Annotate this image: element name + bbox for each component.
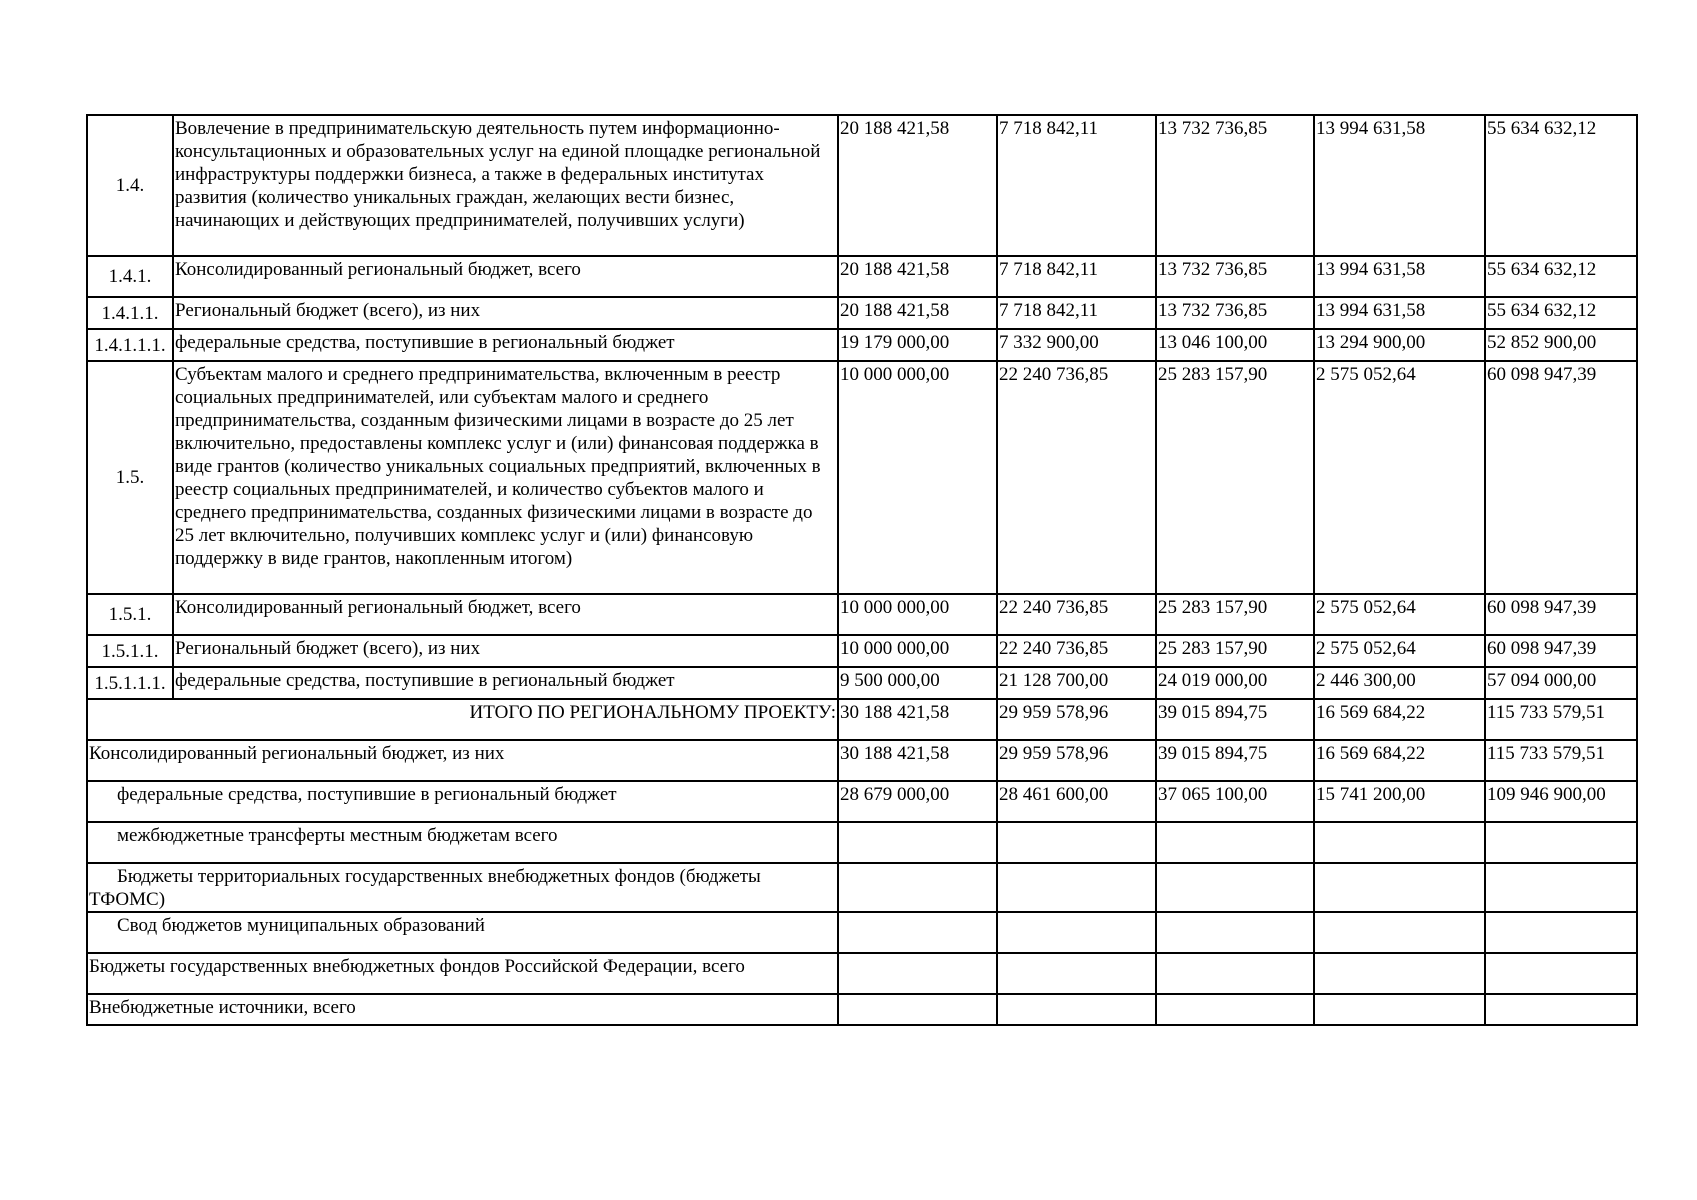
value-cell (1485, 953, 1637, 994)
value-cell: 22 240 736,85 (997, 635, 1156, 667)
value-cell: 52 852 900,00 (1485, 329, 1637, 361)
value-cell: 19 179 000,00 (838, 329, 997, 361)
value-cell: 28 679 000,00 (838, 781, 997, 822)
value-cell (1314, 863, 1485, 912)
value-cell (1156, 863, 1314, 912)
total-row (87, 699, 1637, 740)
summary-row (87, 740, 1637, 781)
value-cell: 13 046 100,00 (1156, 329, 1314, 361)
table-row (87, 594, 1637, 635)
summary-label: Бюджеты территориальных государственных внебюджетных фондов (бюджеты ТФОМС) (87, 863, 838, 912)
row-number: 1.5.1.1. (87, 635, 173, 667)
value-cell: 13 994 631,58 (1314, 297, 1485, 329)
row-description: Региональный бюджет (всего), из них (173, 297, 838, 329)
value-cell: 39 015 894,75 (1156, 740, 1314, 781)
value-cell (1485, 863, 1637, 912)
value-cell: 115 733 579,51 (1485, 740, 1637, 781)
row-number: 1.5. (87, 361, 173, 594)
summary-row (87, 953, 1637, 994)
table-row (87, 256, 1637, 297)
value-cell: 60 098 947,39 (1485, 635, 1637, 667)
value-cell (1156, 822, 1314, 863)
value-cell (1314, 994, 1485, 1025)
value-cell: 22 240 736,85 (997, 361, 1156, 594)
value-cell: 20 188 421,58 (838, 256, 997, 297)
summary-label: Внебюджетные источники, всего (87, 994, 838, 1025)
total-value-cell: 115 733 579,51 (1485, 699, 1637, 740)
value-cell: 13 732 736,85 (1156, 256, 1314, 297)
summary-row (87, 912, 1637, 953)
row-number: 1.5.1. (87, 594, 173, 635)
value-cell: 13 732 736,85 (1156, 297, 1314, 329)
value-cell: 60 098 947,39 (1485, 594, 1637, 635)
summary-label: межбюджетные трансферты местным бюджетам всего (87, 822, 838, 863)
value-cell: 109 946 900,00 (1485, 781, 1637, 822)
value-cell: 25 283 157,90 (1156, 635, 1314, 667)
row-number: 1.4.1. (87, 256, 173, 297)
summary-label: Консолидированный региональный бюджет, из них (87, 740, 838, 781)
value-cell (1314, 822, 1485, 863)
value-cell: 2 575 052,64 (1314, 594, 1485, 635)
value-cell (997, 822, 1156, 863)
value-cell: 13 294 900,00 (1314, 329, 1485, 361)
value-cell: 37 065 100,00 (1156, 781, 1314, 822)
value-cell: 25 283 157,90 (1156, 361, 1314, 594)
value-cell: 7 718 842,11 (997, 115, 1156, 256)
value-cell: 22 240 736,85 (997, 594, 1156, 635)
value-cell: 57 094 000,00 (1485, 667, 1637, 699)
row-description: Консолидированный региональный бюджет, всего (173, 594, 838, 635)
value-cell: 2 575 052,64 (1314, 635, 1485, 667)
table-row (87, 115, 1637, 256)
value-cell: 10 000 000,00 (838, 361, 997, 594)
value-cell (838, 994, 997, 1025)
value-cell: 10 000 000,00 (838, 594, 997, 635)
summary-label: Свод бюджетов муниципальных образований (87, 912, 838, 953)
value-cell (997, 994, 1156, 1025)
value-cell (1156, 953, 1314, 994)
value-cell (1485, 994, 1637, 1025)
value-cell (838, 822, 997, 863)
value-cell: 20 188 421,58 (838, 297, 997, 329)
row-number: 1.4.1.1.1. (87, 329, 173, 361)
table-row (87, 635, 1637, 667)
row-description: федеральные средства, поступившие в региональный бюджет (173, 667, 838, 699)
value-cell: 2 446 300,00 (1314, 667, 1485, 699)
row-description: федеральные средства, поступившие в региональный бюджет (173, 329, 838, 361)
value-cell: 30 188 421,58 (838, 740, 997, 781)
value-cell (838, 912, 997, 953)
value-cell: 13 994 631,58 (1314, 256, 1485, 297)
value-cell (838, 953, 997, 994)
value-cell (997, 953, 1156, 994)
summary-row (87, 781, 1637, 822)
value-cell: 7 718 842,11 (997, 297, 1156, 329)
value-cell: 16 569 684,22 (1314, 740, 1485, 781)
row-description: Вовлечение в предпринимательскую деятельность путем информационно-консультационных и образовательных услуг на единой площадке региональной инфраструктуры поддержки бизнеса, а также в федеральных институтах развития (количество уникальных граждан, желающих вести бизнес, начинающих и действующих предпринимателей, получивших услуги) (173, 115, 838, 256)
value-cell: 55 634 632,12 (1485, 256, 1637, 297)
total-value-cell: 16 569 684,22 (1314, 699, 1485, 740)
value-cell (838, 863, 997, 912)
value-cell: 10 000 000,00 (838, 635, 997, 667)
row-number: 1.4.1.1. (87, 297, 173, 329)
value-cell: 55 634 632,12 (1485, 115, 1637, 256)
value-cell: 21 128 700,00 (997, 667, 1156, 699)
value-cell: 13 732 736,85 (1156, 115, 1314, 256)
summary-row (87, 863, 1637, 912)
row-description: Региональный бюджет (всего), из них (173, 635, 838, 667)
value-cell: 20 188 421,58 (838, 115, 997, 256)
value-cell (1485, 822, 1637, 863)
value-cell: 29 959 578,96 (997, 740, 1156, 781)
value-cell: 9 500 000,00 (838, 667, 997, 699)
value-cell (1314, 912, 1485, 953)
table-row (87, 297, 1637, 329)
value-cell: 7 718 842,11 (997, 256, 1156, 297)
value-cell: 2 575 052,64 (1314, 361, 1485, 594)
value-cell (997, 912, 1156, 953)
total-value-cell: 29 959 578,96 (997, 699, 1156, 740)
value-cell: 13 994 631,58 (1314, 115, 1485, 256)
summary-row (87, 822, 1637, 863)
summary-label: федеральные средства, поступившие в региональный бюджет (87, 781, 838, 822)
value-cell: 60 098 947,39 (1485, 361, 1637, 594)
table-row (87, 361, 1637, 594)
row-description: Консолидированный региональный бюджет, всего (173, 256, 838, 297)
value-cell: 55 634 632,12 (1485, 297, 1637, 329)
value-cell (997, 863, 1156, 912)
row-number: 1.4. (87, 115, 173, 256)
row-description: Субъектам малого и среднего предпринимательства, включенным в реестр социальных предпринимателей, или субъектам малого и среднего предпринимательства, созданным физическими лицами в возрасте до 25 лет включительно, предоставлены комплекс услуг и (или) финансовая поддержка в виде грантов (количество уникальных социальных предприятий, включенных в реестр социальных предпринимателей, и количество субъектов малого и среднего предпринимательства, созданных физическими лицами в возрасте до 25 лет включительно, получивших комплекс услуг и (или) финансовую поддержку в виде грантов, накопленным итогом) (173, 361, 838, 594)
row-number: 1.5.1.1.1. (87, 667, 173, 699)
total-value-cell: 30 188 421,58 (838, 699, 997, 740)
value-cell: 15 741 200,00 (1314, 781, 1485, 822)
value-cell (1156, 912, 1314, 953)
value-cell (1156, 994, 1314, 1025)
value-cell: 28 461 600,00 (997, 781, 1156, 822)
total-value-cell: 39 015 894,75 (1156, 699, 1314, 740)
value-cell: 24 019 000,00 (1156, 667, 1314, 699)
summary-label: Бюджеты государственных внебюджетных фондов Российской Федерации, всего (87, 953, 838, 994)
value-cell: 25 283 157,90 (1156, 594, 1314, 635)
summary-row (87, 994, 1637, 1025)
budget-table (86, 114, 1638, 1026)
total-label: ИТОГО ПО РЕГИОНАЛЬНОМУ ПРОЕКТУ: (87, 699, 838, 740)
table-row (87, 667, 1637, 699)
table-row (87, 329, 1637, 361)
value-cell: 7 332 900,00 (997, 329, 1156, 361)
value-cell (1485, 912, 1637, 953)
value-cell (1314, 953, 1485, 994)
